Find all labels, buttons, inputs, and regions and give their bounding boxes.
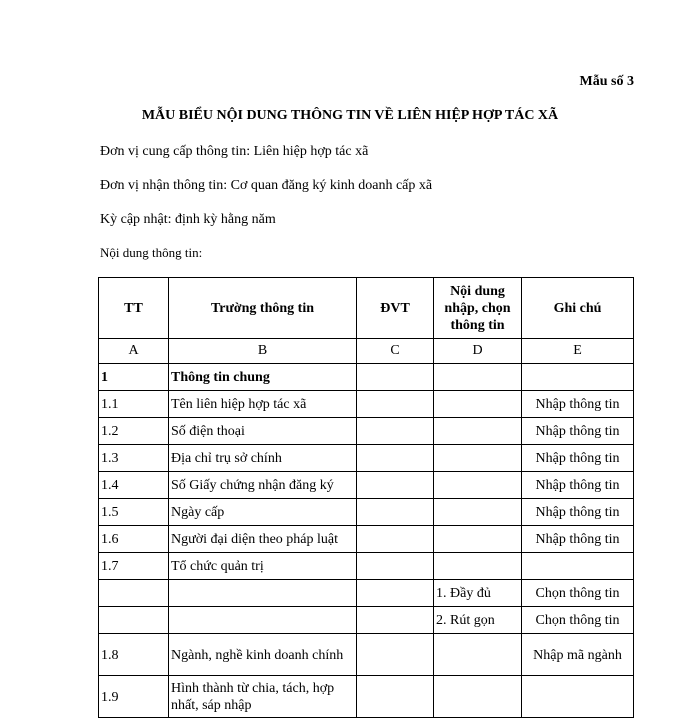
table-cell	[357, 634, 434, 676]
table-cell	[522, 553, 634, 580]
update-period-line: Kỳ cập nhật: định kỳ hằng năm	[100, 212, 276, 227]
header-tt: TT	[99, 278, 169, 339]
table-cell	[357, 580, 434, 607]
letter-cell: A	[99, 339, 169, 364]
table-cell: Ngành, nghề kinh doanh chính	[169, 634, 357, 676]
table-cell: 1.3	[99, 445, 169, 472]
table-row	[99, 634, 634, 676]
table-cell	[434, 445, 522, 472]
letter-cell: C	[357, 339, 434, 364]
letter-cell: B	[169, 339, 357, 364]
document-title: MẪU BIỂU NỘI DUNG THÔNG TIN VỀ LIÊN HIỆP HỢP TÁC XÃ	[141, 108, 559, 123]
table-row	[99, 472, 634, 499]
header-input-content: Nội dung nhập, chọn thông tin	[434, 278, 522, 339]
table-row	[99, 526, 634, 553]
table-cell: 1.4	[99, 472, 169, 499]
table-row	[99, 580, 634, 607]
table-cell: 1.1	[99, 391, 169, 418]
table-cell: 1	[99, 364, 169, 391]
header-row	[99, 278, 634, 339]
table-cell: Nhập thông tin	[522, 391, 634, 418]
table-row	[99, 364, 634, 391]
table-cell: Chọn thông tin	[522, 607, 634, 634]
table-cell	[357, 553, 434, 580]
receiver-line: Đơn vị nhận thông tin: Cơ quan đăng ký kinh doanh cấp xã	[100, 178, 433, 193]
table-row	[99, 553, 634, 580]
table-cell: Nhập thông tin	[522, 526, 634, 553]
table-cell: Tên liên hiệp hợp tác xã	[169, 391, 357, 418]
table-cell	[522, 676, 634, 718]
table-cell: 1.8	[99, 634, 169, 676]
table-cell: Nhập mã ngành	[522, 634, 634, 676]
table-cell	[169, 580, 357, 607]
table-cell: Ngày cấp	[169, 499, 357, 526]
table-cell: Nhập thông tin	[522, 418, 634, 445]
table-cell	[357, 499, 434, 526]
header-unit: ĐVT	[357, 278, 434, 339]
table-cell: Thông tin chung	[169, 364, 357, 391]
table-row	[99, 445, 634, 472]
table-cell	[434, 526, 522, 553]
information-table	[98, 277, 634, 718]
table-row	[99, 418, 634, 445]
table-cell	[357, 607, 434, 634]
table-cell: Tổ chức quản trị	[169, 553, 357, 580]
table-cell	[357, 526, 434, 553]
letter-cell: D	[434, 339, 522, 364]
provider-line: Đơn vị cung cấp thông tin: Liên hiệp hợp tác xã	[100, 144, 369, 159]
table-cell	[169, 607, 357, 634]
column-letter-row	[99, 339, 634, 364]
table-cell	[434, 472, 522, 499]
table-cell: 1.7	[99, 553, 169, 580]
table-cell	[434, 499, 522, 526]
table-cell: Chọn thông tin	[522, 580, 634, 607]
table-cell: Nhập thông tin	[522, 445, 634, 472]
table-cell: 1.2	[99, 418, 169, 445]
table-cell: Nhập thông tin	[522, 472, 634, 499]
table-cell: 1.6	[99, 526, 169, 553]
table-cell	[357, 676, 434, 718]
table-cell	[522, 364, 634, 391]
table-cell	[434, 418, 522, 445]
table-cell: Số điện thoại	[169, 418, 357, 445]
letter-cell: E	[522, 339, 634, 364]
table-cell	[357, 418, 434, 445]
table-cell: Số Giấy chứng nhận đăng ký	[169, 472, 357, 499]
table-cell	[99, 580, 169, 607]
table-cell: 1. Đầy đủ	[434, 580, 522, 607]
form-number: Mẫu số 3	[579, 74, 634, 89]
header-field: Trường thông tin	[169, 278, 357, 339]
header-note: Ghi chú	[522, 278, 634, 339]
content-label: Nội dung thông tin:	[100, 245, 203, 260]
table-cell: 1.5	[99, 499, 169, 526]
table-cell	[434, 553, 522, 580]
table-row	[99, 607, 634, 634]
table-cell: 1.9	[99, 676, 169, 718]
table-cell	[434, 391, 522, 418]
table-cell: Địa chỉ trụ sở chính	[169, 445, 357, 472]
table-row	[99, 676, 634, 718]
table-cell	[357, 391, 434, 418]
table-cell: 2. Rút gọn	[434, 607, 522, 634]
table-cell	[357, 472, 434, 499]
table-cell	[434, 634, 522, 676]
table-cell: Hình thành từ chia, tách, hợp nhất, sáp nhập	[169, 676, 357, 718]
table-cell: Nhập thông tin	[522, 499, 634, 526]
table-row	[99, 499, 634, 526]
table-cell	[357, 445, 434, 472]
table-cell	[99, 607, 169, 634]
table-cell	[357, 364, 434, 391]
table-cell: Người đại diện theo pháp luật	[169, 526, 357, 553]
table-cell	[434, 364, 522, 391]
table-cell	[434, 676, 522, 718]
table-row	[99, 391, 634, 418]
